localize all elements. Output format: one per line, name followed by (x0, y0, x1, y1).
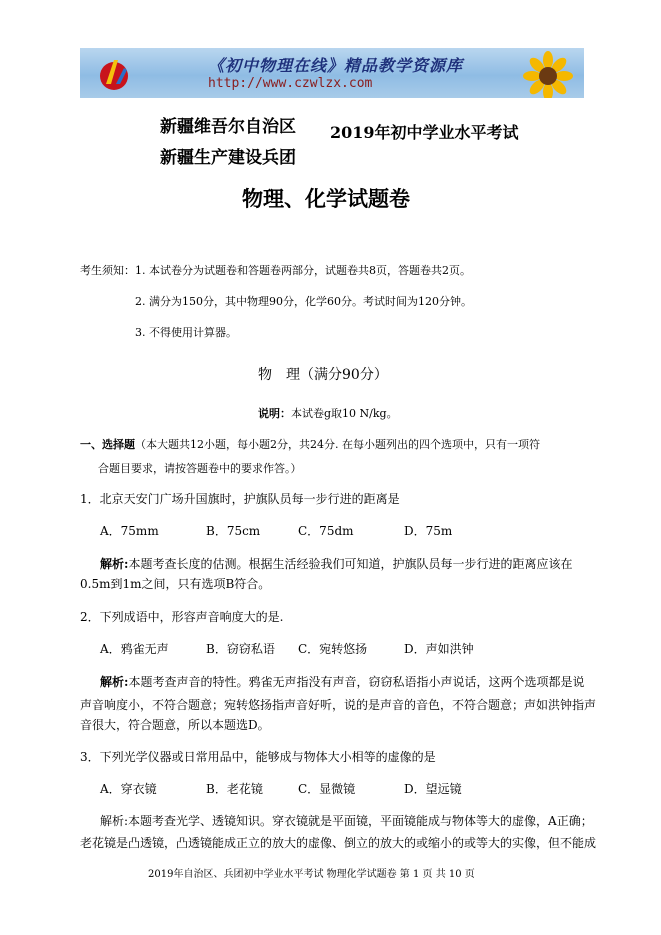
analysis-text: 本题考查声音的特性。鸦雀无声指没有声音，窃窃私语指小声说话，这两个选项都是说 (128, 675, 585, 689)
notice-item: 1. 本试卷分为试题卷和答题卷两部分，试题卷共8页，答题卷共2页。 (135, 264, 471, 277)
region-line-2: 新疆生产建设兵团 (160, 148, 296, 168)
analysis-label: 解析: (100, 557, 129, 571)
analysis-line: 老花镜是凸透镜，凸透镜能成正立的放大的虚像、倒立的放大的或缩小的或等大的实像，但不能成 (80, 836, 597, 850)
part1-desc: （本大题共12小题，每小题2分，共24分. 在每小题列出的四个选项中，只有一项符 (135, 438, 540, 451)
exam-title: 2019年初中学业水平考试 (330, 123, 519, 142)
option-b: B．窃窃私语 (206, 642, 275, 656)
page-footer: 2019年自治区、兵团初中学业水平考试 物理化学试题卷 第 1 页 共 10 页 (148, 869, 475, 880)
banner-title: 《初中物理在线》精品教学资源库 (208, 56, 464, 75)
option-a: A．鸦雀无声 (100, 642, 169, 656)
option-a: A．穿衣镜 (100, 782, 157, 796)
option-c: C．75dm (298, 524, 354, 538)
analysis-text: 本题考查长度的估测。根据生活经验我们可知道，护旗队员每一步行进的距离应该在 (128, 557, 573, 571)
analysis-line: 音很大，符合题意，所以本题选D。 (80, 718, 270, 732)
analysis-label: 解析: (100, 675, 129, 689)
analysis-line: 0.5m到1m之间，只有选项B符合。 (80, 577, 271, 591)
banner (80, 48, 584, 98)
part1-line-2: 合题目要求，请按答题卷中的要求作答。） (98, 462, 302, 475)
note-label: 说明： (258, 407, 291, 420)
option-c: C．宛转悠扬 (298, 642, 368, 656)
analysis-line (100, 812, 593, 829)
analysis-line: 声音响度小，不符合题意；宛转悠扬指声音好听，说的是声音的音色，不符合题意；声如洪钟指声 (80, 698, 597, 712)
physics-note (258, 405, 398, 421)
analysis-label: 解析: (100, 814, 129, 828)
region-line-1: 新疆维吾尔自治区 (160, 117, 296, 137)
logo-icon (94, 54, 134, 94)
banner-url[interactable]: http://www.czwlzx.com (208, 76, 373, 91)
option-d: D．声如洪钟 (404, 642, 474, 656)
part1-line-1 (80, 436, 540, 452)
question-stem: 1．北京天安门广场升国旗时，护旗队员每一步行进的距离是 (80, 492, 400, 506)
option-d: D．75m (404, 524, 453, 538)
option-a: A．75mm (100, 524, 159, 538)
option-d: D．望远镜 (404, 782, 462, 796)
note-text: 本试卷g取10 N/kg。 (291, 407, 398, 420)
analysis-line (100, 673, 584, 690)
physics-section-title: 物 理（满分90分） (258, 367, 388, 383)
part1-label: 一、选择题 (80, 438, 135, 451)
option-c: C．显微镜 (298, 782, 356, 796)
notice-item: 2. 满分为150分，其中物理90分，化学60分。考试时间为120分钟。 (135, 295, 472, 308)
paper-title: 物理、化学试题卷 (242, 186, 410, 211)
option-b: B．老花镜 (206, 782, 263, 796)
notice-item: 3. 不得使用计算器。 (135, 326, 237, 339)
analysis-text: 本题考查光学、透镜知识。穿衣镜就是平面镜，平面镜能成与物体等大的虚像，A正确； (128, 814, 593, 828)
question-stem: 3．下列光学仪器或日常用品中，能够成与物体大小相等的虚像的是 (80, 750, 436, 764)
option-b: B．75cm (206, 524, 261, 538)
sunflower-icon (502, 50, 582, 98)
question-stem: 2．下列成语中，形容声音响度大的是. (80, 610, 284, 624)
analysis-line (100, 555, 572, 572)
notice-label: 考生须知： (80, 264, 135, 277)
